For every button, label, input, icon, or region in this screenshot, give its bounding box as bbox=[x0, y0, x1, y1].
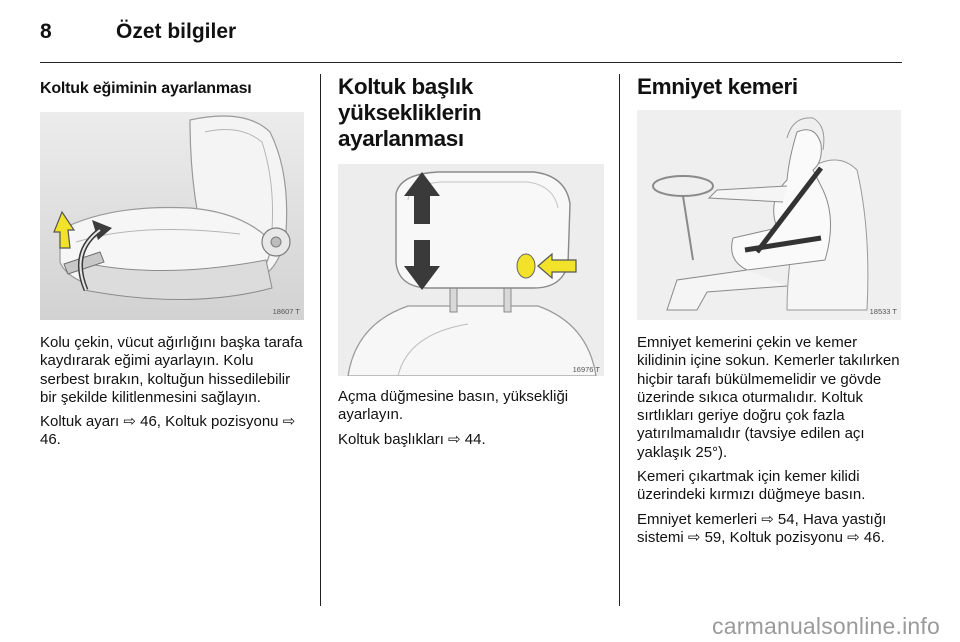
section-heading: Koltuk eğiminin ayarlanması bbox=[40, 80, 252, 97]
watermark: carmanualsonline.info bbox=[712, 613, 940, 639]
figure-id: 18533 T bbox=[869, 307, 897, 316]
page-title: Özet bilgiler bbox=[116, 20, 237, 43]
section-headrest bbox=[338, 74, 608, 455]
headrest-illustration bbox=[338, 164, 604, 376]
paragraph: Koltuk başlıkları ⇨ 44. bbox=[338, 430, 486, 448]
section-heading: Koltuk başlık yüksekliklerin ayarlanması bbox=[338, 74, 482, 151]
paragraph: Kolu çekin, vücut ağırlığını başka tarafa kaydırarak eğimi ayarlayın. Kolu serbest bırakın, koltuğun hissedilebilir bir şekilde kilitlenmesini sağlayın. bbox=[40, 334, 303, 406]
section-heading: Emniyet kemeri bbox=[637, 74, 798, 99]
page-number: 8 bbox=[40, 20, 52, 43]
header-divider bbox=[40, 62, 902, 63]
paragraph: Emniyet kemerleri ⇨ 54, Hava yastığı sistemi ⇨ 59, Koltuk pozisyonu ⇨ 46. bbox=[637, 510, 887, 546]
section-seat-recline bbox=[40, 74, 306, 456]
figure-id: 16976 T bbox=[572, 365, 600, 374]
column-divider bbox=[320, 74, 321, 606]
seat-belt-illustration bbox=[637, 110, 901, 320]
figure-id: 18607 T bbox=[272, 307, 300, 316]
section-seat-belt bbox=[637, 74, 905, 553]
paragraph: Açma düğmesine basın, yüksekliği ayarlayın. bbox=[338, 388, 569, 424]
paragraph: Emniyet kemerini çekin ve kemer kilidinin içine sokun. Kemerler takılırken hiçbir tarafı bükülmemelidir ve gövde üzerinde sıkıca oturmalıdır. Koltuk sırtlıkları geriye doğru çok fazla yatırılmamalıdır (tavsiye edilen açı yaklaşık 25°). bbox=[637, 334, 900, 461]
column-divider bbox=[619, 74, 620, 606]
paragraph: Kemeri çıkartmak için kemer kilidi üzerindeki kırmızı düğmeye basın. bbox=[637, 468, 866, 504]
seat-recline-illustration bbox=[40, 112, 304, 320]
paragraph: Koltuk ayarı ⇨ 46, Koltuk pozisyonu ⇨ 46. bbox=[40, 413, 296, 449]
